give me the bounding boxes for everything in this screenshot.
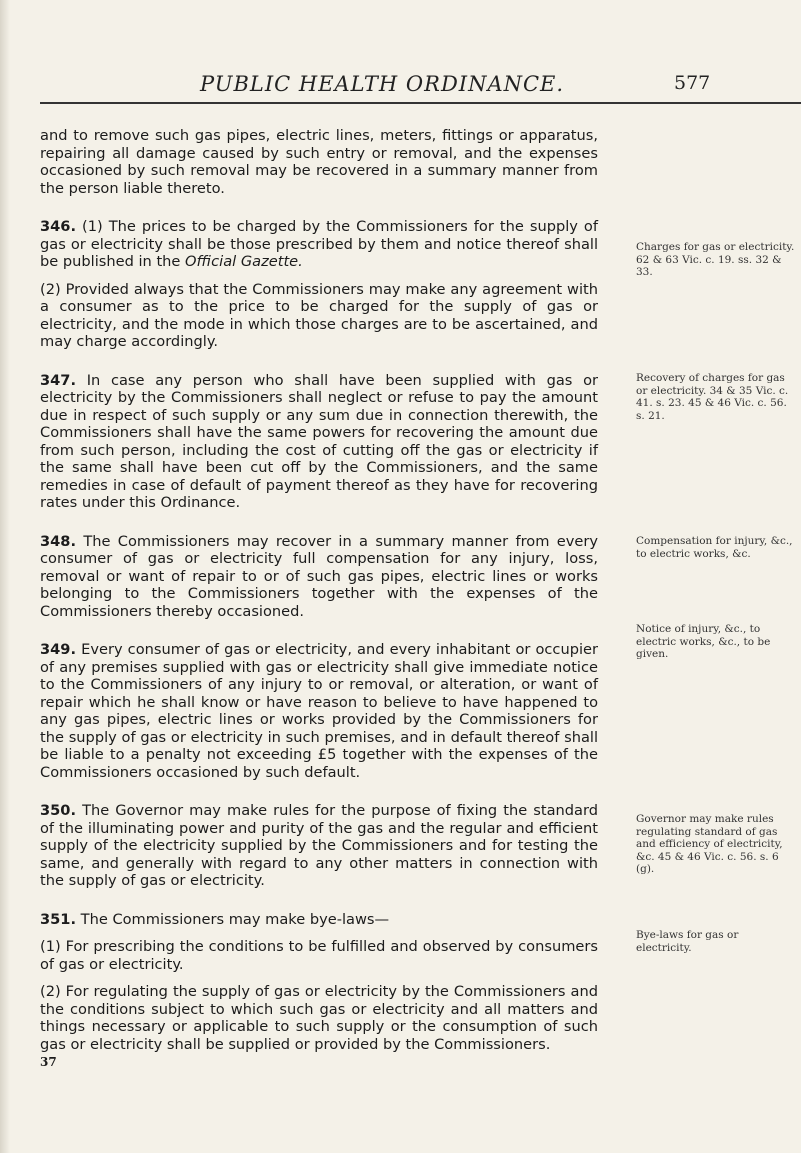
intro-paragraph: and to remove such gas pipes, electric lines, meters, fittings or apparatus, repairing all damage caused by such entry or removal, and the expenses occasioned by such removal may be recovered in a summary manner from the person liable thereto.	[40, 127, 598, 197]
page-edge-shadow	[0, 0, 10, 1153]
main-text	[40, 127, 598, 1053]
margin-note-349: Notice of injury, &c., to electric works, &c., to be given.	[636, 623, 771, 661]
margin-note-347: Recovery of charges for gas or electricity. 34 & 35 Vic. c. 41. s. 23. 45 & 46 Vic. c. 56. s. 21.	[636, 372, 789, 422]
margin-note-351: Bye-laws for gas or electricity.	[636, 929, 739, 954]
section-number: 351.	[40, 910, 77, 928]
section-number: 348.	[40, 532, 77, 550]
section-text: The Governor may make rules for the purpose of fixing the standard of the illuminating power and purity of the gas and the regular and efficient supply of the electricity supplied by the Commissioners and for testing the same, and generally with regard to any other matters in connection with the supply of gas or electricity.	[40, 802, 598, 889]
section-text: Every consumer of gas or electricity, and every inhabitant or occupier of any premises supplied with gas or electricity shall give immediate notice to the Commissioners of any injury to or removal, or alteration, or want of repair which he shall know or have reason to believe to have happened to any gas pipes, electric lines or works provided by the Commissioners for the supply of gas or electricity in such premises, and in default thereof shall be liable to a penalty not exceeding £5 together with the expenses of the Commissioners occasioned by such default.	[40, 641, 598, 781]
margin-note-350: Governor may make rules regulating standard of gas and efficiency of electricity, &c. 45 & 46 Vic. c. 56. s. 6 (g).	[636, 813, 783, 876]
section-350	[40, 802, 598, 890]
section-351	[40, 911, 598, 929]
section-349	[40, 641, 598, 781]
running-title: PUBLIC HEALTH ORDINANCE.	[200, 72, 565, 96]
header-rule	[40, 102, 801, 104]
section-number: 349.	[40, 641, 77, 658]
margin-note-348: Compensation for injury, &c., to electric works, &c.	[636, 535, 793, 560]
section-348	[40, 533, 598, 621]
section-346-subsection-2: (2) Provided always that the Commissioners may make any agreement with a consumer as to the price to be charged for the supply of gas or electricity, and the mode in which those charges are to be ascertained, and may charge accordingly.	[40, 280, 598, 350]
page-number: 577	[674, 72, 711, 94]
section-347	[40, 372, 598, 512]
page-header	[0, 72, 801, 106]
section-text: The Commissioners may make bye-laws—	[80, 910, 390, 928]
section-text: (1) The prices to be charged by the Commissioners for the supply of gas or electricity shall be those prescribed by them and notice thereof shall be published in the	[40, 218, 598, 270]
section-text: In case any person who shall have been supplied with gas or electricity by the Commissioners shall neglect or refuse to pay the amount due in respect of such supply or any sum due in connection therewith, the Commissioners shall have the same powers for recovering the amount due from such person, including the cost of cutting off the gas or electricity if the same shall have been cut off by the Commissioners, and the same remedies in case of default of payment thereof as they have for recovering rates under this Ordinance.	[40, 371, 599, 511]
margin-note-346: Charges for gas or electricity. 62 & 63 Vic. c. 19. ss. 32 & 33.	[636, 241, 795, 279]
section-346	[40, 218, 598, 271]
section-number: 346.	[40, 218, 77, 235]
section-351-subsection-2: (2) For regulating the supply of gas or electricity by the Commissioners and the conditions subject to which such gas or electricity and all matters and things necessary or applicable to such supply or the consumption of such gas or electricity shall be supplied or provided by the Commissioners.	[40, 983, 598, 1053]
section-text: The Commissioners may recover in a summary manner from every consumer of gas or electricity full compensation for any injury, loss, removal or want of repair to or of such gas pipes, electric lines or works belonging to the Commissioners together with the expenses of the Commissioners thereby occasioned.	[40, 532, 598, 620]
section-351-subsection-1: (1) For prescribing the conditions to be fulfilled and observed by consumers of gas or electricity.	[40, 938, 598, 973]
printer-signature: 37	[40, 1055, 57, 1069]
section-number: 350.	[40, 802, 77, 819]
gazette-name: Official Gazette.	[185, 253, 303, 270]
section-number: 347.	[40, 371, 77, 389]
